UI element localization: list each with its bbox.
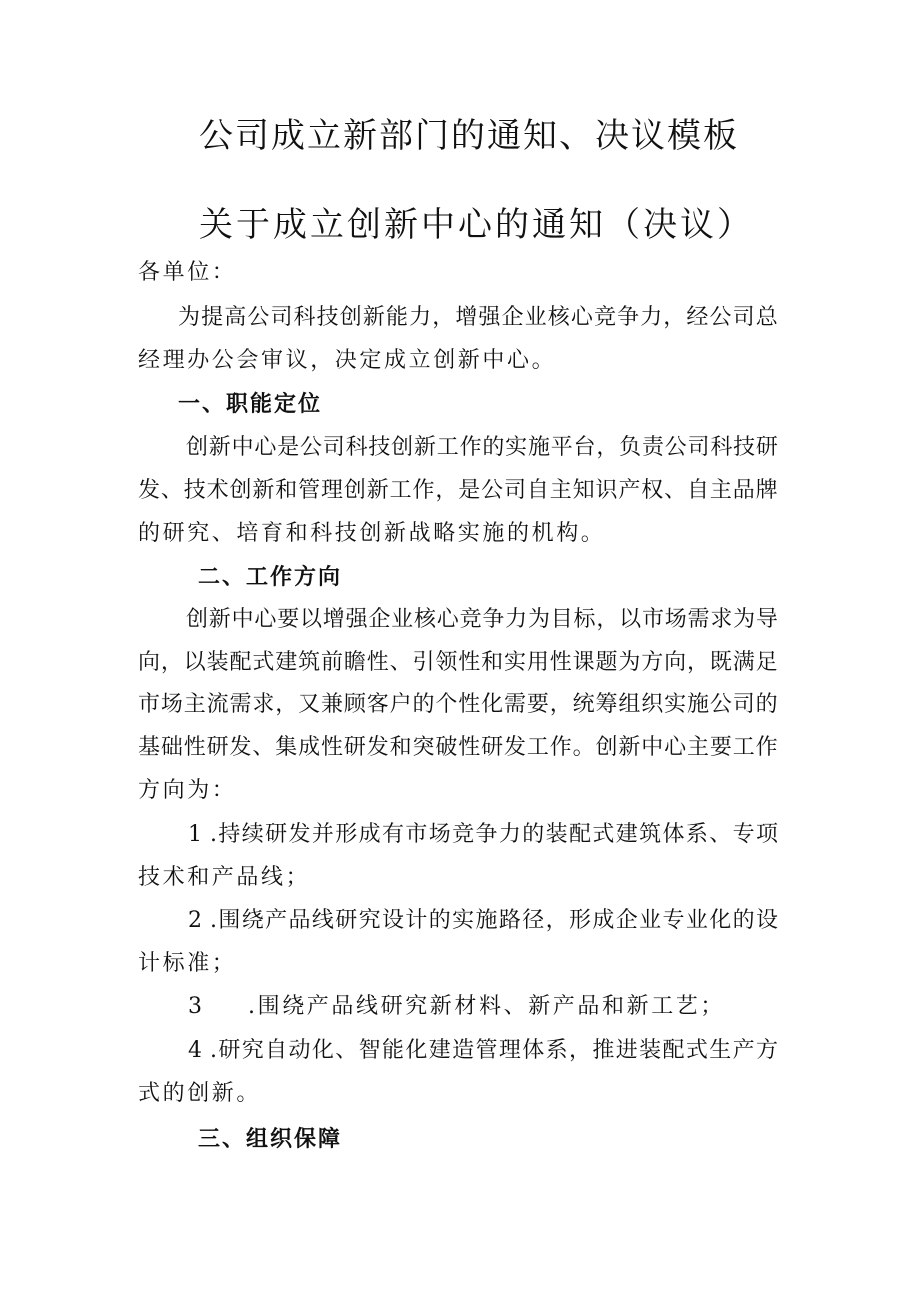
item-1-line-1: . 持 续 研 发 并 形 成 有 市 场 竞 争 力 的 装 配 式 建 筑 体 系 、 专 项 [210, 822, 778, 847]
document-title: 公司成立新部门的通知、决议模板 [199, 116, 739, 156]
item-1-number: 1 [188, 822, 205, 847]
section2-line-5: 方向为： [138, 778, 237, 803]
intro-line-2: 经理办公会审议，决定成立创新中心。 [138, 348, 557, 373]
section-heading-organization: 三、组织保障 [198, 1127, 343, 1152]
section1-line-1: 创 新 中 心 是 公 司 科 技 创 新 工 作 的 实 施 平 台 ， 负 责 公 司 科 技 研 [186, 435, 778, 460]
section-heading-positioning: 一、职能定位 [178, 392, 323, 417]
item-3-number: 3 [188, 994, 205, 1019]
section-heading-direction: 二、工作方向 [198, 565, 343, 590]
item-3-line-1: .围绕产品线研究新材料、新产品和新工艺； [248, 994, 725, 1019]
item-1-line-2: 技术和产品线； [138, 865, 311, 890]
salutation: 各单位： [138, 260, 237, 285]
item-2-number: 2 [188, 908, 205, 933]
item-2-line-2: 计标准； [138, 951, 237, 976]
notice-title: 关于成立创新中心的通知（决议） [199, 205, 754, 245]
item-4-line-2: 式的创新。 [138, 1081, 262, 1106]
section2-line-1: 创 新 中 心 要 以 增 强 企 业 核 心 竞 争 力 为 目 标 ， 以 市 场 需 求 为 导 [186, 607, 778, 632]
section2-line-3: 市 场 主 流 需 求 ， 又 兼 顾 客 户 的 个 性 化 需 要 ， 统 筹 组 织 实 施 公 司 的 [138, 692, 778, 717]
section1-line-2: 发 、 技 术 创 新 和 管 理 创 新 工 作 ， 是 公 司 自 主 知 识 产 权 、 自 主 品 牌 [138, 478, 778, 503]
intro-line-1: 为 提 高 公 司 科 技 创 新 能 力 ， 增 强 企 业 核 心 竞 争 力 ， 经 公 司 总 [178, 305, 778, 330]
section2-line-2: 向 ， 以 装 配 式 建 筑 前 瞻 性 、 引 领 性 和 实 用 性 课 题 为 方 向 ， 既 满 足 [138, 650, 778, 675]
item-4-line-1: . 研 究 自 动 化 、 智 能 化 建 造 管 理 体 系 ， 推 进 装 配 式 生 产 方 [210, 1038, 778, 1063]
item-2-line-1: . 围 绕 产 品 线 研 究 设 计 的 实 施 路 径 ， 形 成 企 业 专 业 化 的 设 [210, 908, 778, 933]
section2-line-4: 基 础 性 研 发 、 集 成 性 研 发 和 突 破 性 研 发 工 作 。 创 新 中 心 主 要 工 作 [138, 735, 778, 760]
item-4-number: 4 [188, 1038, 205, 1063]
section1-line-3: 的研究、培育和科技创新战略实施的机构。 [138, 521, 606, 546]
